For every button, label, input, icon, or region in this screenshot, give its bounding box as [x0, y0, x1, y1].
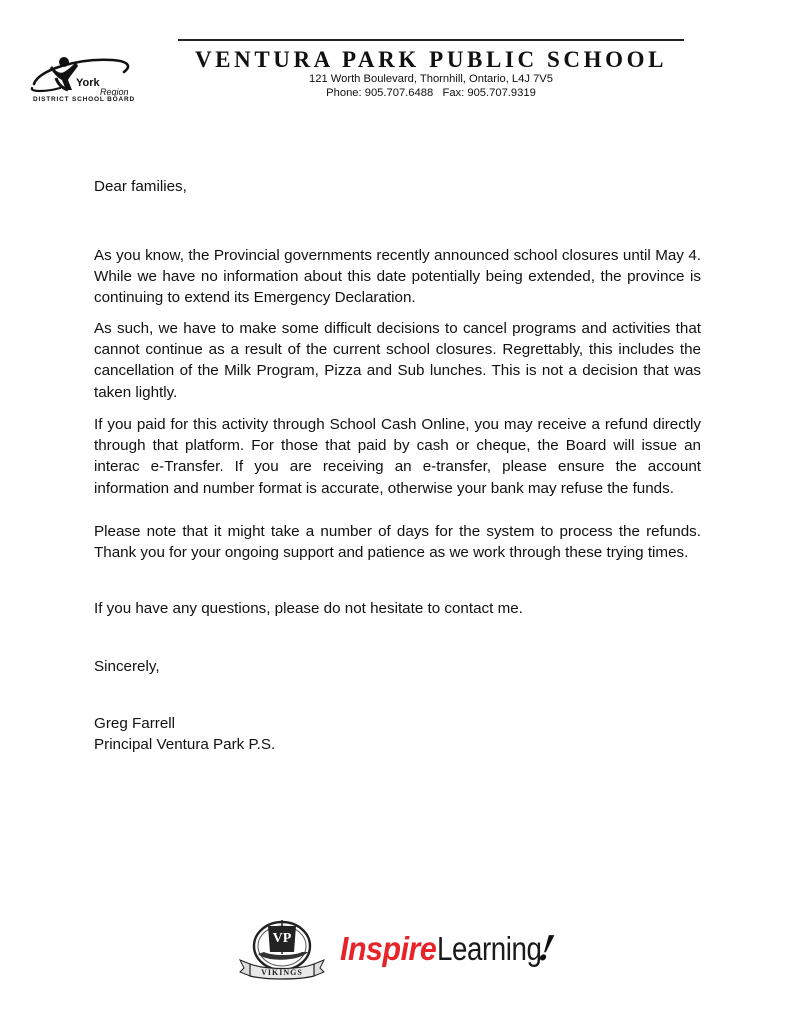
letter-paragraph: If you have any questions, please do not hesitate to contact me. — [94, 600, 523, 617]
inspire-learning-logo — [340, 926, 559, 972]
logo-region-text: Region — [100, 87, 129, 96]
closing: Sincerely, — [94, 658, 160, 675]
header-rule — [178, 39, 684, 41]
school-address: 121 Worth Boulevard, Thornhill, Ontario, L4J 7V5 — [309, 73, 553, 85]
slogan-learning: Learning — [436, 930, 542, 967]
letter-paragraph: As you know, the Provincial governments recently announced school closures until May 4. While we have no information about this date potentially being extended, the province is continuing to extend its Emergency Declaration. — [94, 247, 701, 307]
slogan-inspire: Inspire — [340, 930, 437, 967]
signer-title: Principal Ventura Park P.S. — [94, 736, 276, 753]
letter-paragraph: Please note that it might take a number of days for the system to process the refunds. Thank you for your ongoing support and patience as we work through these trying times. — [94, 523, 701, 562]
crest-banner-text: VIKINGS — [261, 968, 303, 977]
slogan-exclamation: ! — [534, 927, 559, 969]
york-region-dsb-logo — [28, 48, 140, 96]
logo-board-text: DISTRICT SCHOOL BOARD — [33, 96, 135, 103]
crest-monogram: VP — [272, 931, 292, 946]
vikings-crest-logo — [236, 918, 328, 980]
letter-paragraph: If you paid for this activity through School Cash Online, you may receive a refund directly through that platform. For those that paid by cash or cheque, the Board will issue an interac e-Transfer. If you are receiving an e-transfer, please ensure the account information and number format is accurate, otherwise your bank may refuse the funds. — [94, 416, 701, 497]
school-contact: Phone: 905.707.6488 Fax: 905.707.9319 — [326, 87, 536, 99]
signer-name: Greg Farrell — [94, 715, 176, 732]
letter-paragraph: As such, we have to make some difficult decisions to cancel programs and activities that cannot continue as a result of the current school closures. Regrettably, this includes the cancellation of the Milk Program, Pizza and Sub lunches. This is not a decision that was taken lightly. — [94, 320, 701, 401]
logo-york-text: York — [76, 77, 100, 89]
school-name: VENTURA PARK PUBLIC SCHOOL — [194, 47, 668, 72]
salutation: Dear families, — [94, 178, 187, 195]
